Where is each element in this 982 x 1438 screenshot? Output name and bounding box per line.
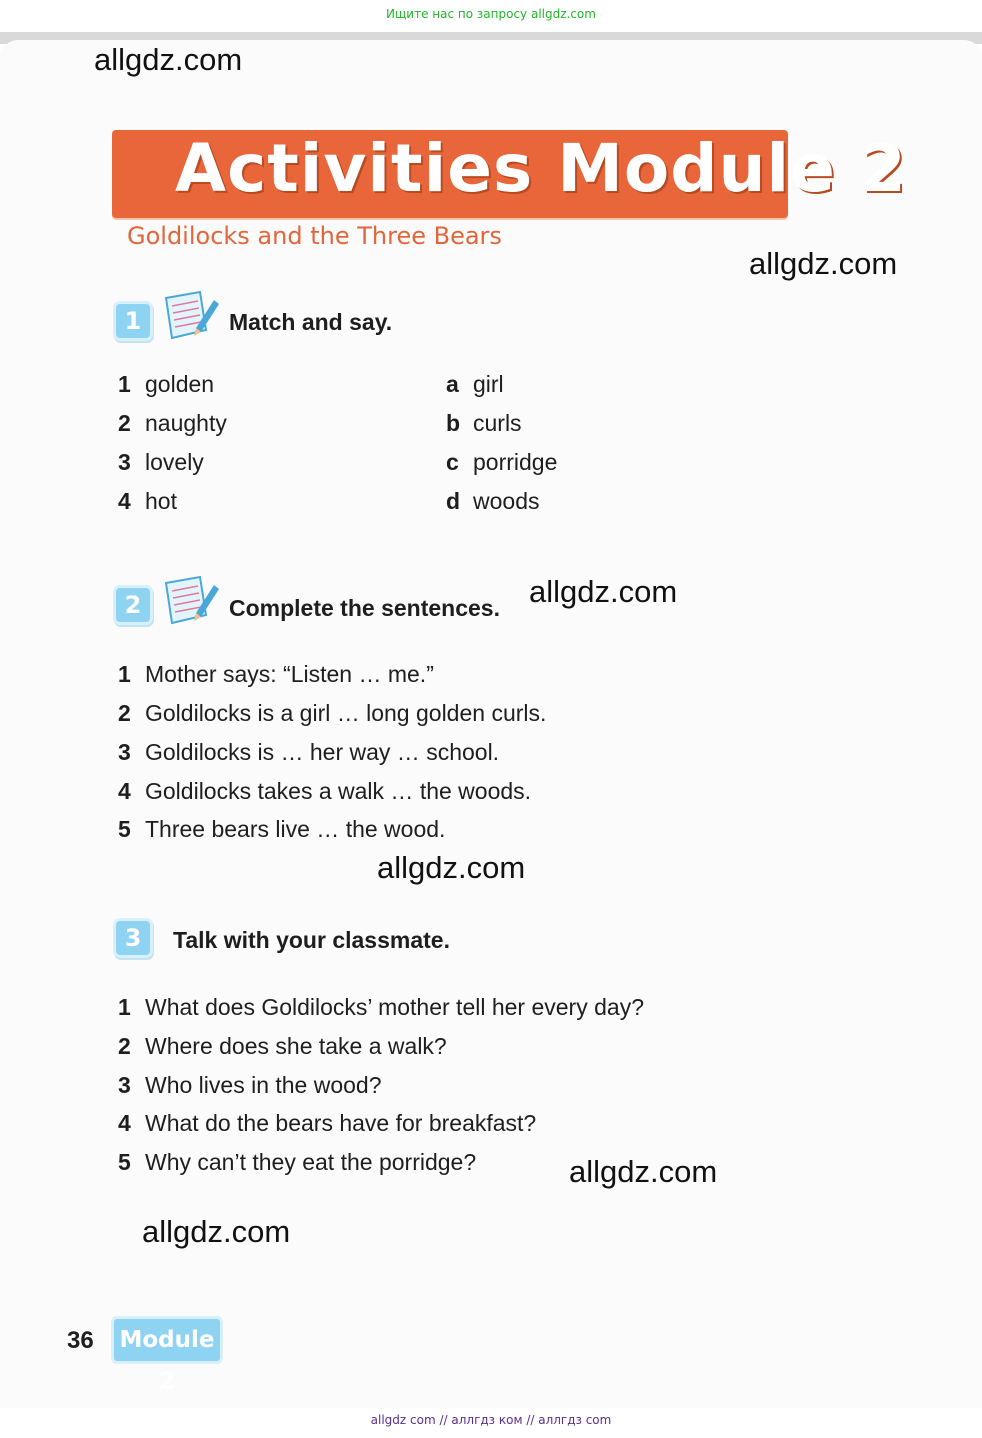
sentence-item: [118, 739, 499, 766]
item-number: 5: [118, 1149, 131, 1175]
sentence-item: [118, 778, 531, 805]
match-left-item: [118, 449, 204, 476]
sentence-item: [118, 700, 546, 727]
match-right-item: [446, 449, 557, 476]
item-number: 4: [118, 778, 131, 804]
match-left-item: [118, 371, 214, 398]
item-number: 1: [118, 661, 131, 687]
item-text: Goldilocks is … her way … school.: [145, 739, 500, 765]
item-number: 3: [118, 1072, 131, 1098]
activity-heading: Talk with your classmate.: [173, 927, 450, 953]
activity-number-badge: 1: [113, 301, 153, 341]
page-subtitle: Goldilocks and the Three Bears: [127, 222, 502, 250]
watermark: allgdz.com: [94, 42, 243, 77]
match-right-item: [446, 371, 504, 398]
item-number: 3: [118, 449, 131, 475]
item-text: woods: [473, 488, 540, 514]
item-text: What do the bears have for breakfast?: [145, 1110, 537, 1136]
question-item: [118, 1149, 476, 1176]
question-item: [118, 1110, 536, 1137]
item-letter: c: [446, 449, 459, 475]
item-number: 2: [118, 410, 131, 436]
item-number: 2: [118, 700, 131, 726]
page-number: 36: [67, 1327, 94, 1354]
item-text: curls: [473, 410, 522, 436]
item-text: girl: [473, 371, 504, 397]
item-number: 4: [118, 488, 131, 514]
item-text: golden: [145, 371, 215, 397]
item-text: porridge: [473, 449, 558, 475]
question-item: [118, 994, 644, 1021]
item-text: Why can’t they eat the porridge?: [145, 1149, 477, 1175]
watermark: allgdz.com: [142, 1214, 291, 1249]
activity-number-badge: 3: [113, 918, 153, 958]
item-number: 5: [118, 816, 131, 842]
match-right-item: [446, 410, 522, 437]
activity-number-badge: 2: [113, 585, 153, 625]
match-right-item: [446, 488, 539, 515]
item-letter: d: [446, 488, 461, 514]
watermark: allgdz.com: [529, 574, 678, 609]
item-text: What does Goldilocks’ mother tell her every day?: [145, 994, 644, 1020]
item-text: naughty: [145, 410, 227, 436]
item-letter: a: [446, 371, 459, 397]
item-text: lovely: [145, 449, 204, 475]
watermark: allgdz.com: [569, 1154, 718, 1189]
activity-heading: Complete the sentences.: [229, 595, 500, 621]
item-text: Three bears live … the wood.: [145, 816, 446, 842]
watermark: allgdz.com: [749, 246, 898, 281]
item-letter: b: [446, 410, 461, 436]
item-number: 4: [118, 1110, 131, 1136]
match-left-item: [118, 488, 177, 515]
question-item: [118, 1072, 382, 1099]
item-number: 2: [118, 1033, 131, 1059]
item-text: Where does she take a walk?: [145, 1033, 447, 1059]
item-text: Who lives in the wood?: [145, 1072, 382, 1098]
item-number: 3: [118, 739, 131, 765]
item-text: Goldilocks takes a walk … the woods.: [145, 778, 532, 804]
item-text: hot: [145, 488, 177, 514]
bottom-links[interactable]: allgdz com // аллгдз ком // аллгдз com: [370, 1413, 612, 1427]
item-number: 1: [118, 994, 131, 1020]
item-number: 1: [118, 371, 131, 397]
sentence-item: [118, 816, 445, 843]
module-badge: Module 2: [111, 1316, 223, 1364]
item-text: Mother says: “Listen … me.”: [145, 661, 434, 687]
watermark: allgdz.com: [377, 850, 526, 885]
match-left-item: [118, 410, 227, 437]
activity-heading: Match and say.: [229, 309, 393, 335]
item-text: Goldilocks is a girl … long golden curls.: [145, 700, 547, 726]
pencil-paper-icon: [160, 575, 220, 627]
top-search-link[interactable]: Ищите нас по запросу allgdz.com: [386, 7, 596, 21]
page-title: Activities Module 2: [175, 130, 907, 207]
top-search-bar: [0, 0, 982, 32]
sentence-item: [118, 661, 434, 688]
pencil-paper-icon: [160, 290, 220, 342]
question-item: [118, 1033, 447, 1060]
